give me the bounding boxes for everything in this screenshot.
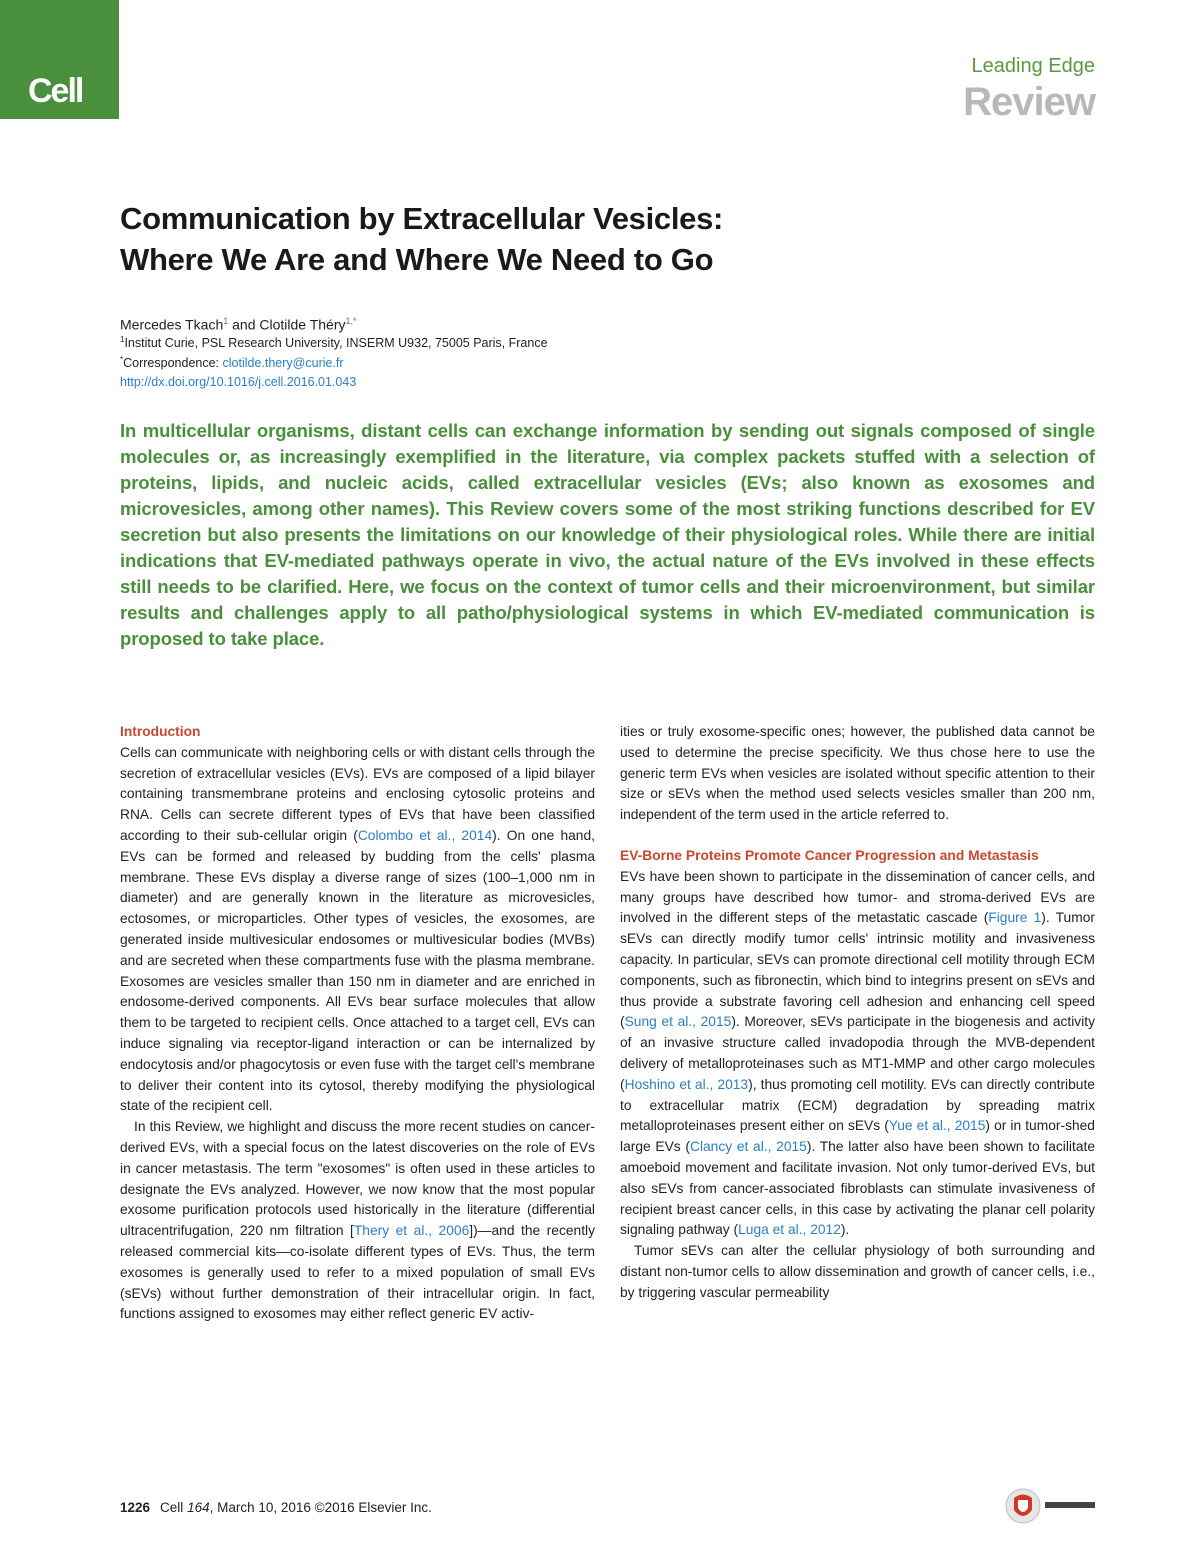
figure-link[interactable]: Figure 1	[988, 910, 1042, 926]
doi-link[interactable]: http://dx.doi.org/10.1016/j.cell.2016.01.043	[120, 375, 357, 389]
citation-link[interactable]: Clancy et al., 2015	[689, 1139, 807, 1155]
paragraph	[120, 1117, 595, 1325]
paragraph-text: Cells can communicate with neighboring cells or with distant cells through the secretion of extracellular vesicles (EVs). EVs are composed of a lipid bilayer containing transmembrane proteins and enclosing cytosolic proteins and RNA. Cells can secrete different types of EVs that have been classified according to their sub-cellular origin (	[120, 744, 595, 843]
paragraph-text: In this Review, we highlight and discuss the more recent studies on cancer-derived EVs, with a special focus on the latest discoveries on the role of EVs in cancer metastasis. The term "exosomes" is often used in these articles to designate the EVs analyzed. However, we now know that the most popular exosome purification protocols used historically in the literature (differential ultracentrifugation, 220 nm filtration [	[120, 1119, 595, 1239]
article-title	[120, 198, 1100, 280]
page-footer	[120, 1500, 432, 1515]
page-number: 1226	[120, 1500, 151, 1515]
citation-link[interactable]: Thery et al., 2006	[353, 1223, 470, 1239]
citation-link[interactable]: Hoshino et al., 2013	[624, 1076, 749, 1092]
correspondence-label: Correspondence:	[123, 356, 223, 371]
author-affil-sup[interactable]: 1	[223, 316, 229, 326]
affiliation	[120, 335, 548, 350]
section-label: Review	[963, 80, 1095, 124]
affiliation-text: Institut Curie, PSL Research University, INSERM U932, 75005 Paris, France	[124, 336, 548, 351]
section-heading-introduction: Introduction	[120, 724, 201, 739]
title-line-2: Where We Are and Where We Need to Go	[120, 242, 714, 277]
left-column	[120, 722, 595, 1325]
paragraph-text: ). On one hand, EVs can be formed and released by budding from the cells' plasma membrane. These EVs display a diverse range of sizes (100–1,000 nm in diameter) and are generally known in the literature as microvesicles, ectosomes, or microparticles. Other types of vesicles, the exosomes, are generated inside multivesicular endosomes or multivesicular bodies (MVBs) and are secreted when these compartments fuse with the plasma membrane. Exosomes are vesicles smaller than 150 nm in diameter and are enriched in endosome-derived components. All EVs bear surface molecules that allow them to be targeted to recipient cells. Once attached to a target cell, EVs can induce signaling via receptor-ligand interaction or can be internalized by endocytosis and/or phagocytosis or even fuse with the target cell's membrane to deliver their content into its cytosol, thereby modifying the physiological state of the recipient cell.	[120, 827, 595, 1114]
author-separator: and	[228, 316, 260, 333]
author-list	[120, 316, 357, 333]
section-heading-ev-borne-proteins: EV-Borne Proteins Promote Cancer Progression and Metastasis	[620, 847, 1039, 863]
citation-link[interactable]: Luga et al., 2012	[738, 1222, 841, 1238]
paragraph-text: ])—and the recently released commercial kits—co-isolate different types of EVs. Thus, the term exosomes is generally used to refer to a mixed population of small EVs (sEVs) without further demonstration of their intracellular origin. In fact, functions assigned to exosomes may either reflect generic EV activ-	[120, 1223, 595, 1322]
paragraph	[120, 743, 595, 1117]
author-name: Clotilde Théry	[259, 316, 346, 333]
paragraph-text: ), thus promoting cell motility. EVs can directly contribute to extracellular matrix (ECM) degradation by spreading matrix metalloproteinases present either on sEVs (	[620, 1076, 1095, 1134]
crossmark-icon[interactable]	[1005, 1486, 1100, 1526]
section-kicker: Leading Edge	[971, 55, 1095, 77]
journal-logo: Cell	[28, 72, 83, 110]
paragraph-text: EVs have been shown to participate in the dissemination of cancer cells, and many groups have described how tumor- and stroma-derived EVs are involved in the different steps of the metastatic cascade (	[620, 868, 1095, 926]
paragraph-text: ). Tumor sEVs can directly modify tumor cells' intrinsic motility and invasiveness capacity. In particular, sEVs can promote directional cell motility through ECM components, such as fibronectin, which bind to integrins present on sEVs and thus provide a substrate favoring cell adhesion and enhancing cell speed (	[620, 910, 1095, 1030]
paragraph-text: ). The latter also have been shown to facilitate amoeboid movement and facilitate invasion. Not only tumor-derived EVs, but also sEVs from cancer-associated fibroblasts can stimulate invasiveness of recipient breast cancer cells, in this case by activating the planar cell polarity signaling pathway (	[620, 1139, 1095, 1238]
journal-logo-block	[0, 0, 119, 119]
correspondence-mark: *	[120, 355, 124, 364]
paragraph	[620, 867, 1095, 1241]
author-affil-sup[interactable]: 1,*	[345, 316, 357, 326]
footer-citation-suffix: , March 10, 2016 ©2016 Elsevier Inc.	[209, 1500, 432, 1515]
correspondence-email-link[interactable]: clotilde.thery@curie.fr	[222, 356, 344, 371]
paragraph: ities or truly exosome-specific ones; however, the published data cannot be used to determine the precise specificity. We thus chose here to use the generic term EVs when vesicles are isolated without specific attention to their size or sEVs when the method used selects vesicles smaller than 200 nm, independent of the term used in the article referred to.	[620, 724, 1095, 823]
title-line-1: Communication by Extracellular Vesicles:	[120, 201, 724, 236]
citation-link[interactable]: Sung et al., 2015	[624, 1014, 732, 1030]
paragraph: Tumor sEVs can alter the cellular physiology of both surrounding and distant non-tumor cells to allow dissemination and growth of cancer cells, i.e., by triggering vascular permeability	[620, 1243, 1095, 1300]
affiliation-sup: 1	[120, 335, 125, 344]
footer-volume: 164	[187, 1500, 210, 1515]
correspondence	[120, 355, 344, 370]
citation-link[interactable]: Colombo et al., 2014	[357, 827, 493, 843]
abstract: In multicellular organisms, distant cells can exchange information by sending out signals composed of single molecules or, as increasingly exemplified in the literature, via complex packets stuffed with a selection of proteins, lipids, and nucleic acids, called extracellular vesicles (EVs; also known as exosomes and microvesicles, among other names). This Review covers some of the most striking functions described for EV secretion but also presents the limitations on our knowledge of their physiological roles. While there are initial indications that EV-mediated pathways operate in vivo, the actual nature of the EVs involved in these effects still needs to be clarified. Here, we focus on the context of tumor cells and their microenvironment, but similar results and challenges apply to all patho/physiological systems in which EV-mediated communication is proposed to take place.	[120, 420, 1095, 649]
footer-citation-prefix: Cell	[160, 1500, 188, 1515]
paragraph-text: ).	[840, 1222, 850, 1238]
author-name: Mercedes Tkach	[120, 316, 224, 333]
citation-link[interactable]: Yue et al., 2015	[888, 1118, 986, 1134]
right-column	[620, 722, 1095, 1304]
doi-line	[120, 375, 356, 389]
paragraph-text: ) or in tumor-shed large EVs (	[620, 1118, 1095, 1155]
paragraph-text: ). Moreover, sEVs participate in the biogenesis and activity of an invasive structure called invadopodia through the MVB-dependent delivery of metalloproteinases such as MT1-MMP and other cargo molecules (	[620, 1014, 1095, 1092]
